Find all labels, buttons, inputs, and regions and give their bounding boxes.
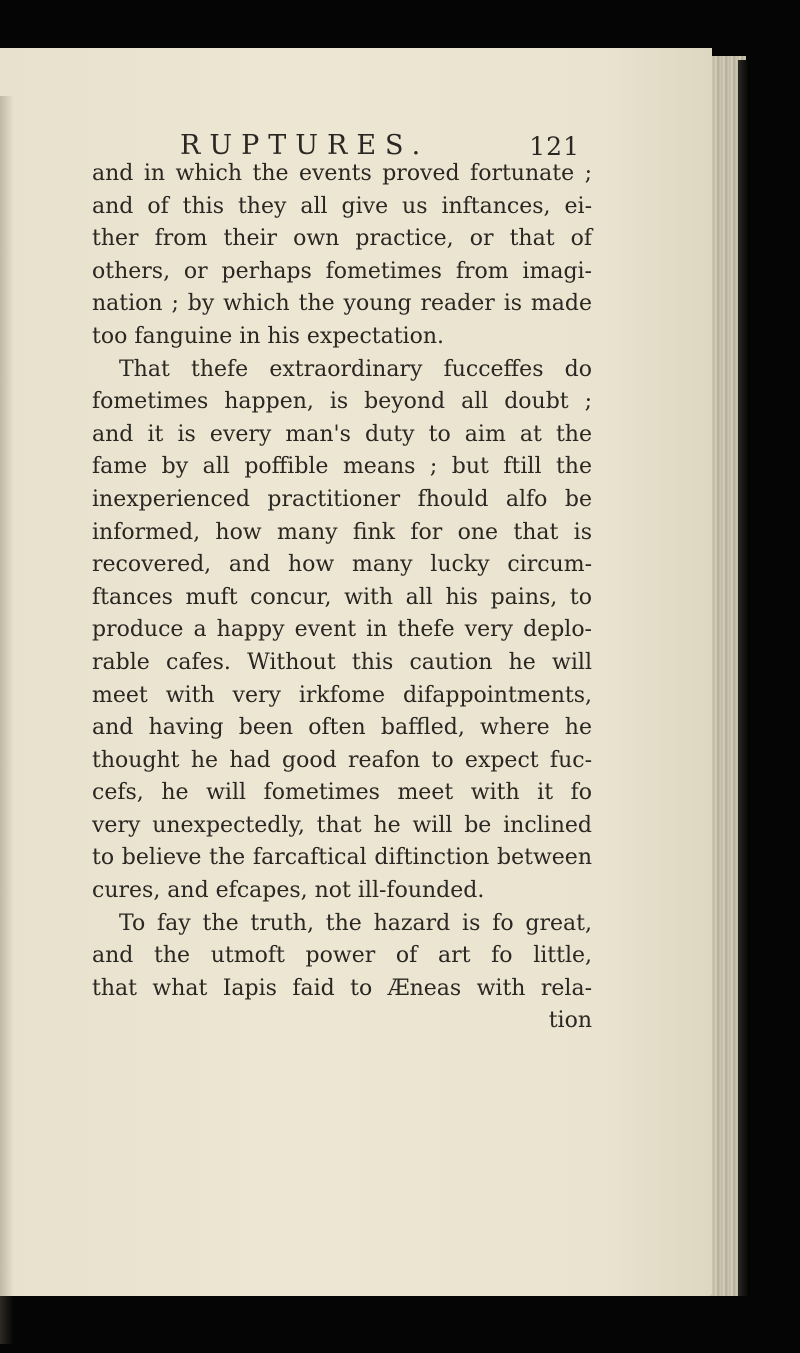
text-line: ther from their own practice, or that of: [92, 226, 592, 252]
body-text: [92, 158, 592, 1038]
text-line: and of this they all give us inftances, ei-: [92, 193, 592, 219]
text-line: and it is every man's duty to aim at the: [92, 421, 592, 447]
text-line: That thefe extraordinary fucceffes do: [119, 356, 592, 382]
text-line: fometimes happen, is beyond all doubt ;: [92, 389, 592, 415]
text-line: ftances muft concur, with all his pains, to: [92, 584, 592, 610]
text-line: and in which the events proved fortunate ;: [92, 161, 592, 186]
text-line: nation ; by which the young reader is made: [92, 291, 592, 317]
text-line: very unexpectedly, that he will be inclined: [92, 812, 592, 838]
text-line: produce a happy event in thefe very deplo-: [92, 617, 592, 643]
text-line: others, or perhaps fometimes from imagi-: [92, 258, 592, 284]
text-line: that what Iapis faid to Æneas with rela-: [92, 975, 592, 1001]
text-line: To fay the truth, the hazard is fo great,: [119, 910, 592, 936]
gutter-shadow: [0, 96, 14, 1344]
catchword: tion: [548, 1008, 592, 1034]
text-line: and the utmoft power of art fo little,: [92, 943, 592, 969]
text-line: and having been often baffled, where he: [92, 715, 592, 741]
text-line: cures, and efcapes, not ill-founded.: [92, 878, 485, 904]
text-line: thought he had good reafon to expect fuc-: [92, 747, 592, 773]
page-number: 121: [529, 132, 580, 161]
text-line: too fanguine in his expectation.: [92, 323, 444, 349]
text-line: to believe the farcaftical diftinction between: [92, 845, 592, 871]
text-line: fame by all poffible means ; but ftill the: [92, 454, 592, 480]
text-line: informed, how many fink for one that is: [92, 519, 592, 545]
text-line: inexperienced practitioner fhould alfo be: [92, 486, 592, 512]
text-line: recovered, and how many lucky circum-: [92, 552, 592, 578]
text-line: rable cafes. Without this caution he will: [92, 649, 592, 675]
text-line: cefs, he will fometimes meet with it fo: [92, 780, 592, 806]
running-head: RUPTURES.: [180, 130, 430, 161]
page-edge-shadow: [738, 60, 750, 1296]
text-line: meet with very irkfome difappointments,: [92, 682, 592, 708]
